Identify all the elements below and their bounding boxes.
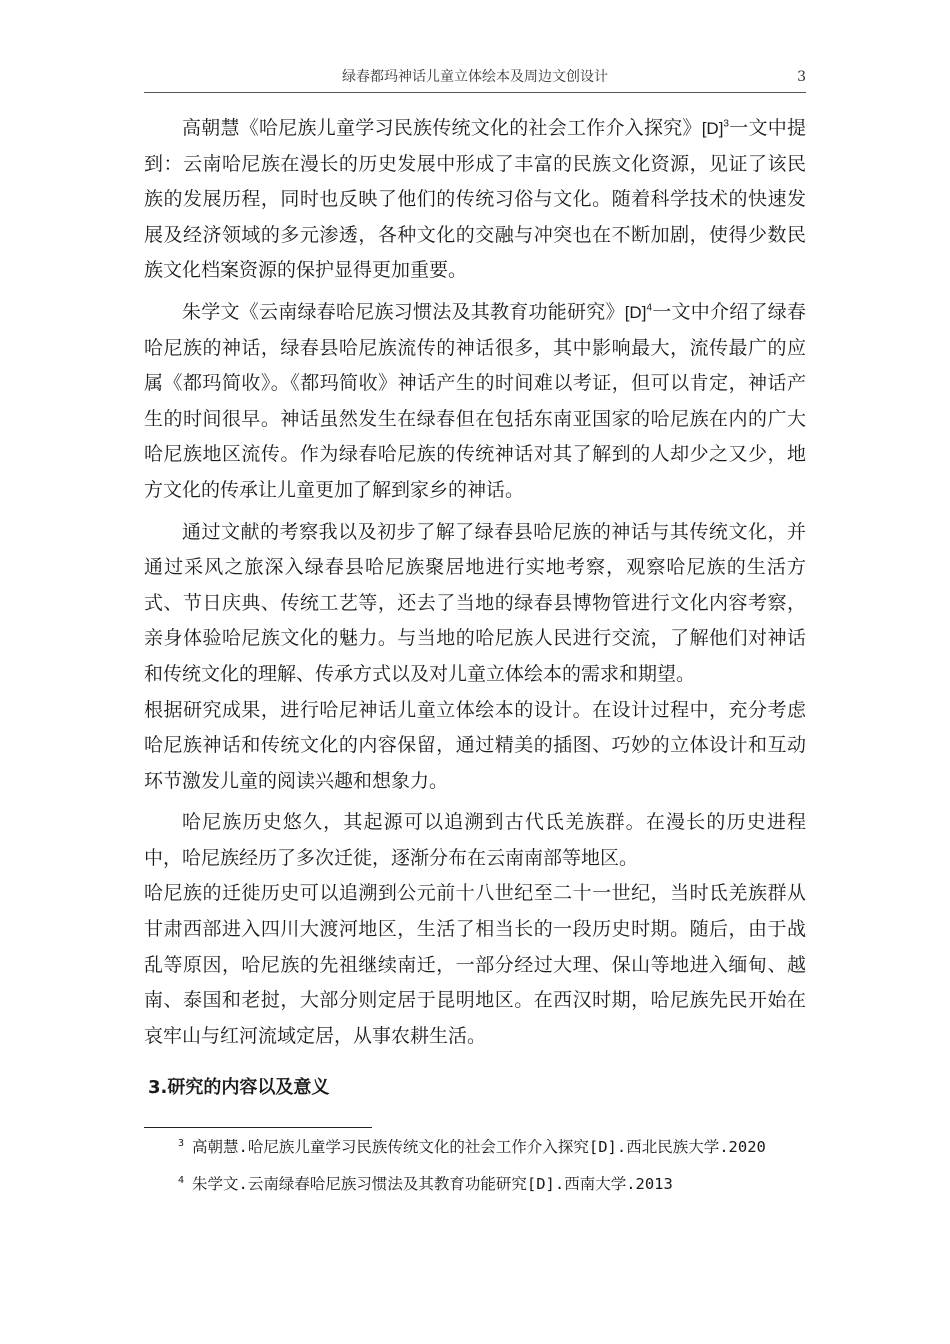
header-title: 绿春都玛神话儿童立体绘本及周边文创设计 xyxy=(342,69,608,85)
paragraph-text: 朱学文《云南绿春哈尼族习惯法及其教育功能研究》 xyxy=(182,300,625,323)
page-number: 3 xyxy=(797,69,806,85)
section-heading: 3.研究的内容以及意义 xyxy=(148,1077,330,1098)
footnote-separator xyxy=(144,1127,372,1128)
paragraph-6: 哈尼族的迁徙历史可以追溯到公元前十八世纪至二十一世纪，当时氐羌族群从甘肃西部进入四川大渡河地区，生活了相当长的一段历史时期。随后，由于战乱等原因，哈尼族的先祖继续南迁，一部分经过大理、保山等地进入缅甸、越南、泰国和老挝，大部分则定居于昆明地区。在西汉时期，哈尼族先民开始在哀牢山与红河流域定居，从事农耕生活。 xyxy=(144,882,806,1047)
footnote-ref-4[interactable]: 4 xyxy=(646,302,652,314)
paragraph-5: 哈尼族历史悠久，其起源可以追溯到古代氐羌族群。在漫长的历史进程中，哈尼族经历了多次迁徙，逐渐分布在云南南部等地区。 xyxy=(144,811,806,869)
footnotes xyxy=(144,1132,806,1200)
paragraph-text: 一文中提到：云南哈尼族在漫长的历史发展中形成了丰富的民族文化资源，见证了该民族的发展历程，同时也反映了他们的传统习俗与文化。随着科学技术的快速发展及经济领域的多元渗透，各种文化的交融与冲突也在不断加剧，使得少数民族文化档案资源的保护显得更加重要。 xyxy=(144,117,806,282)
citation-type: [D] xyxy=(624,302,647,322)
footnote-mark: 3 xyxy=(178,1137,185,1149)
footnote-4 xyxy=(144,1169,806,1200)
body-text xyxy=(144,111,806,1054)
paragraph-4: 根据研究成果，进行哈尼神话儿童立体绘本的设计。在设计过程中，充分考虑哈尼族神话和传统文化的内容保留，通过精美的插图、巧妙的立体设计和互动环节激发儿童的阅读兴趣和想象力。 xyxy=(144,698,806,792)
citation-type: [D] xyxy=(701,119,724,138)
paragraph-1 xyxy=(144,111,806,289)
footnote-ref-3[interactable]: 3 xyxy=(723,118,729,130)
paragraph-2 xyxy=(144,295,806,509)
footnote-text: 高朝慧.哈尼族儿童学习民族传统文化的社会工作介入探究[D].西北民族大学.2020 xyxy=(192,1138,766,1156)
footnote-text: 朱学文.云南绿春哈尼族习惯法及其教育功能研究[D].西南大学.2013 xyxy=(192,1175,673,1193)
paragraph-text: 一文中介绍了绿春哈尼族的神话，绿春县哈尼族流传的神话很多，其中影响最大，流传最广的应属《都玛简收》。《都玛简收》神话产生的时间难以考证，但可以肯定，神话产生的时间很早。神话虽然发生在绿春但在包括东南亚国家的哈尼族在内的广大哈尼族地区流传。作为绿春哈尼族的传统神话对其了解到的人却少之又少，地方文化的传承让儿童更加了解到家乡的神话。 xyxy=(144,300,806,501)
footnote-mark: 4 xyxy=(178,1174,185,1186)
footnote-3 xyxy=(144,1132,806,1163)
running-header xyxy=(144,66,806,94)
paragraph-text: 高朝慧《哈尼族儿童学习民族传统文化的社会工作介入探究》 xyxy=(182,117,702,139)
paragraph-3: 通过文献的考察我以及初步了解了绿春县哈尼族的神话与其传统文化，并通过采风之旅深入绿春县哈尼族聚居地进行实地考察，观察哈尼族的生活方式、节日庆典、传统工艺等，还去了当地的绿春县博物管进行文化内容考察，亲身体验哈尼族文化的魅力。与当地的哈尼族人民进行交流，了解他们对神话和传统文化的理解、传承方式以及对儿童立体绘本的需求和期望。 xyxy=(144,520,806,685)
header-rule xyxy=(144,92,806,93)
